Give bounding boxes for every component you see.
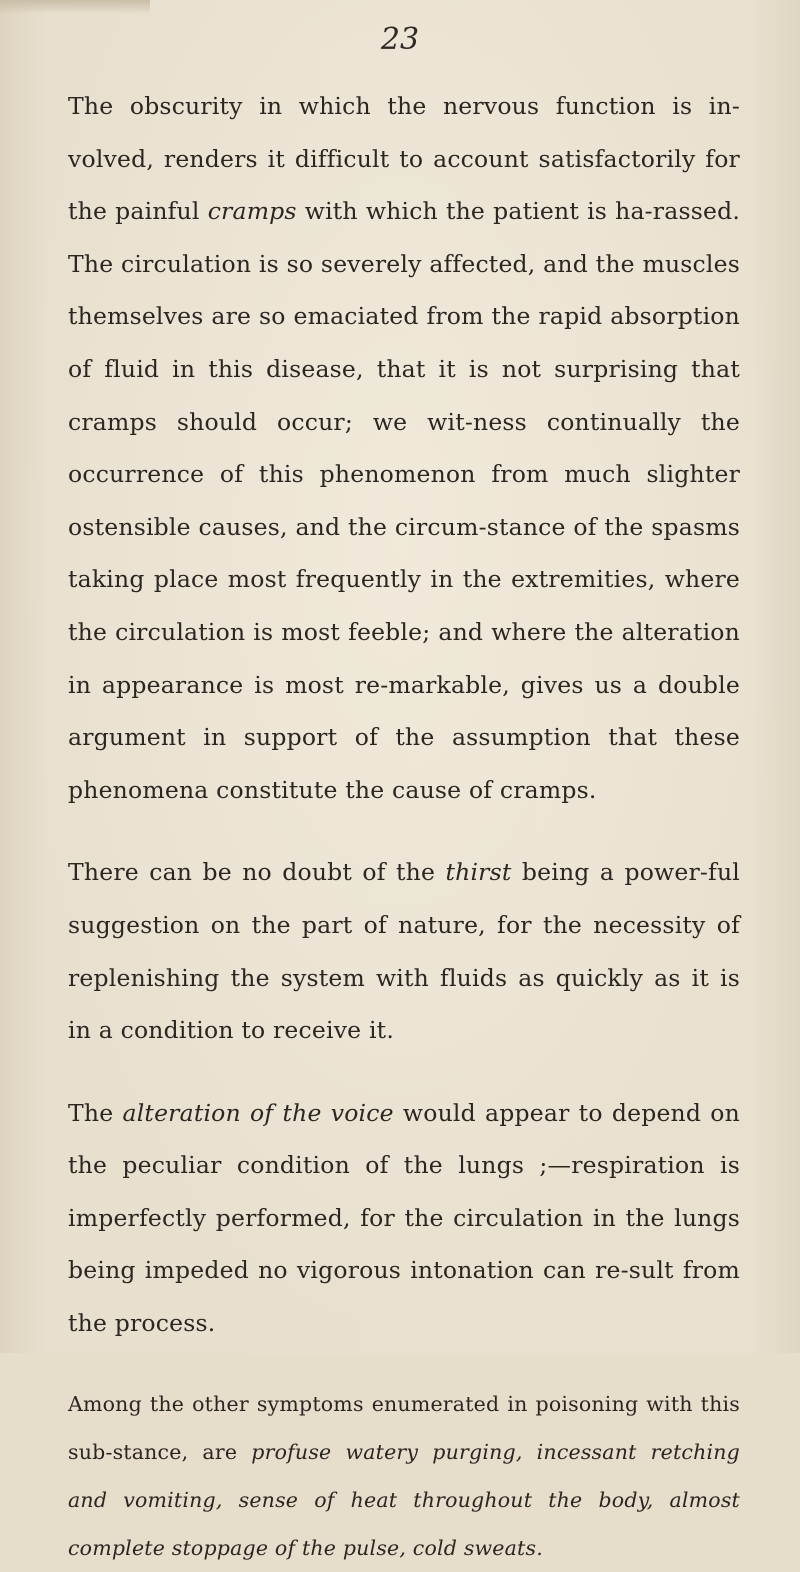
emphasis-text: thirst <box>445 858 512 887</box>
text-segment: Among the other symptoms enumerated in poisoning with this sub-stance, are <box>68 1391 740 1464</box>
emphasis-text: alteration of the voice <box>122 1098 394 1127</box>
page-edge-stain <box>0 0 150 14</box>
text-segment: The <box>68 1098 123 1127</box>
paragraph-voice <box>68 1087 740 1350</box>
paragraph-thirst <box>68 846 740 1056</box>
text-segment: would appear to depend on the peculiar condition of the lungs ;—respiration is imperfectly performed, for the circulation in the lungs being impeded no vigorous intonation can re-sult from the process. <box>68 1098 740 1338</box>
paragraph-other-symptoms <box>68 1380 740 1572</box>
emphasis-text: cramps <box>207 197 297 226</box>
text-segment: There can be no doubt of the <box>68 858 446 887</box>
paragraph-cramps <box>68 80 740 816</box>
text-segment: The obscurity in which the nervous function is in-volved, renders it difficult to account satisfactorily for the painful <box>68 92 740 226</box>
body-text <box>68 80 740 1572</box>
page-number: 23 <box>380 22 420 57</box>
text-segment: with which the patient is ha-rassed. The circulation is so severely affected, and the muscles themselves are so emaciated from the rapid absorption of fluid in this disease, that it is not surprising that cramps should occur; we wit-ness continually the occurrence of this phenomenon from much slighter ostensible causes, and the circum-stance of the spasms taking place most frequently in the extremities, where the circulation is most feeble; and where the alteration in appearance is most re-markable, gives us a double argument in support of the assumption that these phenomena constitute the cause of cramps. <box>68 197 740 804</box>
text-segment: being a power-ful suggestion on the part of nature, for the necessity of replenishing the system with fluids as quickly as it is in a condition to receive it. <box>68 858 740 1045</box>
emphasis-text: profuse watery purging, incessant retching and vomiting, sense of heat throughout the body, almost complete stoppage of the pulse, cold sweats. <box>68 1439 740 1560</box>
